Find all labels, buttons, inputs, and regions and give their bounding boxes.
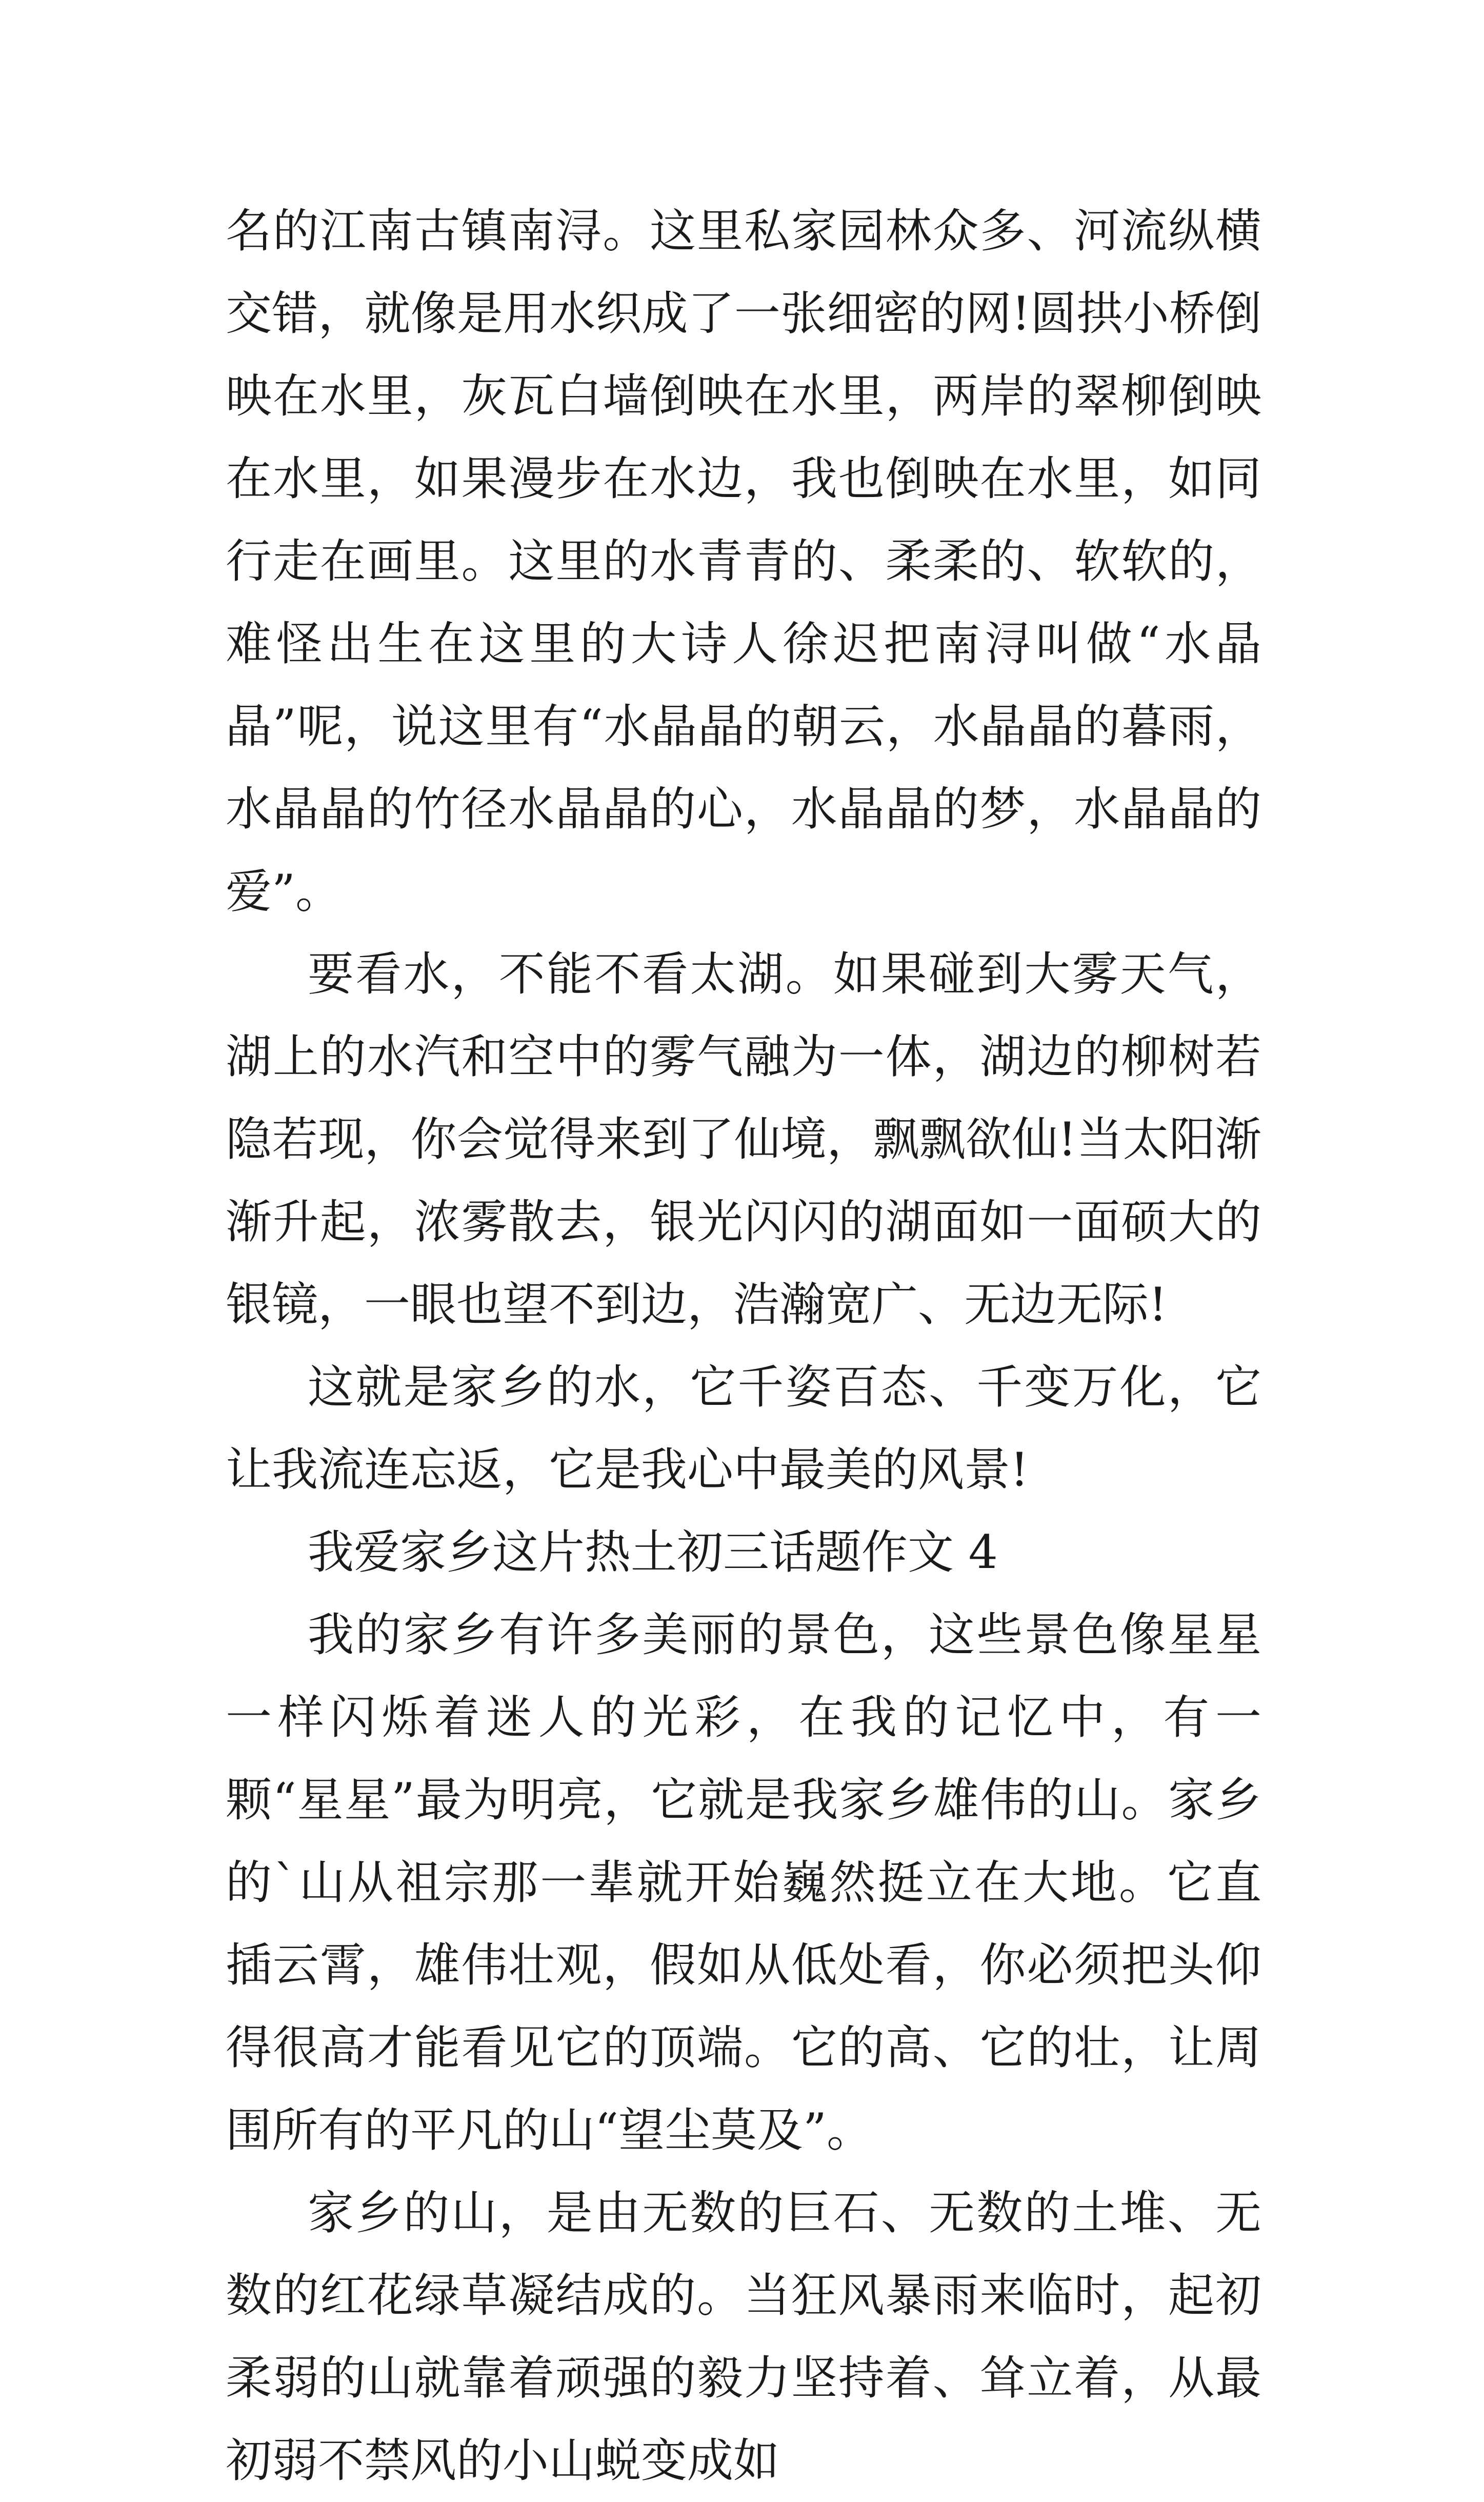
paragraph-mountain-formation: 家乡的山，是由无数的巨石、无数的土堆、无数的红花绿草凝结成的。当狂风暴雨来临时，起初柔弱的山就靠着顽强的毅力坚持着、耸立着，从最初弱不禁风的小山蜕变成如 <box>226 2186 1261 2488</box>
paragraph-hometown-mountain: 我的家乡有许多美丽的景色，这些景色像星星一样闪烁着迷人的光彩，在我的记忆中，有一颗“星星”最为明亮，它就是我家乡雄伟的山。家乡的`山从祖宗那一辈就开始巍然挺立在大地。它直插云霄，雄伟壮观，假如从低处看，你必须把头仰得很高才能看见它的顶端。它的高、它的壮，让周围所有的平凡的山“望尘莫及”。 <box>226 1608 1261 2157</box>
paragraph-hometown-water: 这就是家乡的水，它千姿百态、千变万化，它让我流连忘返，它是我心中最美的风景! <box>226 1360 1261 1497</box>
paragraph-water-town: 名的江南古镇南浔。这里私家园林众多、河流纵横交错，就像是用水织成了一张细密的网!圆拱小桥倒映在水里，灰瓦白墙倒映在水里，两岸的翠柳倒映在水里，如果漫步在水边，我也倒映在水里，如同行走在画里。这里的水青青的、柔柔的、软软的，难怪出生在这里的大诗人徐迟把南浔叫做“水晶晶”呢，说这里有“水晶晶的朝云，水晶晶的暮雨，水晶晶的竹径水晶晶的心，水晶晶的梦，水晶晶的爱”。 <box>226 204 1261 919</box>
essay-title: 我爱家乡这片热土初三话题作文 4 <box>308 1525 998 1579</box>
document-body <box>226 190 1261 2502</box>
paragraph-taihu-lake: 要看水，不能不看太湖。如果碰到大雾天气，湖上的水汽和空中的雾气融为一体，湖边的柳树若隐若现，你会觉得来到了仙境，飘飘欲仙!当太阳渐渐升起，浓雾散去，银光闪闪的湖面如一面硕大的银镜，一眼也望不到边，浩瀚宽广、无边无际! <box>226 947 1261 1332</box>
